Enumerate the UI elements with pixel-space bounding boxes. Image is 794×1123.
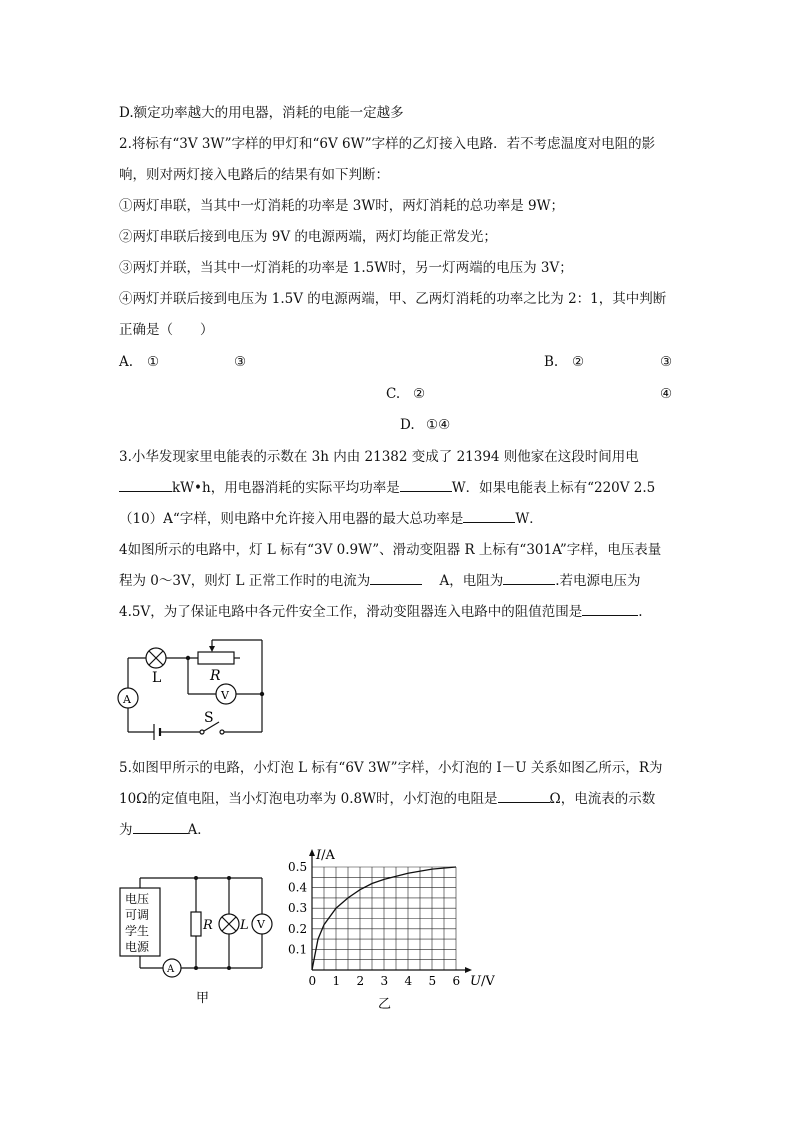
option-d-item: ①④ — [426, 417, 451, 433]
question-3-line-3: （10）A“字样，则电路中允许接入用电器的最大总功率是 W． — [119, 511, 543, 527]
switch-label: S — [204, 710, 214, 726]
question-2-statement-1: ①两灯串联，当其中一灯消耗的功率是 3W时，两灯消耗的总功率是 9W； — [119, 198, 565, 214]
y-tick-label: 0.5 — [288, 860, 308, 874]
question-2-statement-3: ③两灯并联，当其中一灯消耗的功率是 1.5W时，另一灯两端的电压为 3V； — [119, 260, 573, 276]
voltmeter-label: V — [257, 918, 265, 931]
figure-caption-jia: 甲 — [196, 991, 210, 1006]
x-tick-label: 0 — [308, 974, 317, 988]
question-5-line-2: 10Ω的定值电阻，当小灯泡电功率为 0.8W时，小灯泡的电阻是 Ω，电流表的示数 — [119, 791, 656, 807]
question-2-line-1: 2.将标有“3V 3W”字样的甲灯和“6V 6W”字样的乙灯接入电路．若不考虑温度对电阻的影 — [119, 136, 656, 152]
figure-caption-yi: 乙 — [378, 997, 392, 1012]
answer-blank[interactable] — [133, 821, 188, 834]
x-tick-label: 3 — [380, 974, 389, 988]
option-c-item-1: ② — [413, 386, 426, 402]
answer-blank[interactable] — [370, 572, 422, 585]
option-a-item-1: ① — [147, 354, 160, 370]
option-b-item-2: ③ — [660, 354, 673, 370]
option-c-item-2: ④ — [660, 386, 673, 402]
option-a-item-2: ③ — [234, 354, 247, 370]
answer-blank[interactable] — [119, 479, 172, 492]
answer-blank[interactable] — [400, 479, 452, 492]
x-tick-label: 2 — [356, 974, 365, 988]
iu-chart — [282, 840, 502, 1020]
y-tick-label: 0.3 — [288, 901, 308, 916]
y-tick-label: 0.2 — [288, 921, 308, 936]
source-label-4: 电源 — [125, 940, 150, 954]
question-2-statement-4: ④两灯并联后接到电压为 1.5V 的电源两端，甲、乙两灯消耗的功率之比为 2：1，其中判断 — [119, 291, 667, 307]
answer-blank[interactable] — [582, 603, 638, 616]
question-3-line-1: 3.小华发现家里电能表的示数在 3h 内由 21382 变成了 21394 则他家在这段时间用电 — [119, 449, 639, 465]
question-2-statement-2: ②两灯串联后接到电压为 9V 的电源两端，两灯均能正常发光； — [119, 229, 497, 245]
question-3-line-2: kW•h，用电器消耗的实际平均功率是 W．如果电能表上标有“220V 2.5 — [119, 479, 655, 497]
x-tick-label: 5 — [428, 974, 437, 988]
lamp-label: L — [240, 918, 249, 933]
source-label-3: 学生 — [125, 924, 150, 938]
question-5-line-1: 5.如图甲所示的电路，小灯泡 L 标有“6V 3W”字样，小灯泡的 I－U 关系如图乙所示，R为 — [119, 760, 663, 776]
source-label-2: 可调 — [125, 908, 150, 922]
question-4-line-1: 4如图所示的电路中，灯 L 标有“3V 0.9W”、滑动变阻器 R 上标有“301A”字样，电压表量 — [119, 542, 662, 558]
y-tick-label: 0.1 — [288, 942, 308, 957]
answer-blank[interactable] — [463, 510, 515, 523]
question-2-line-2: 响，则对两灯接入电路后的结果有如下判断： — [119, 167, 389, 183]
ammeter-label: A — [167, 964, 175, 975]
ammeter-label: A — [123, 693, 131, 706]
y-axis-label: I/A — [316, 848, 335, 863]
x-tick-label: 4 — [404, 974, 413, 988]
option-b-item-1: ② — [572, 354, 585, 370]
question-4-line-3: 4.5V，为了保证电路中各元件安全工作，滑动变阻器连入电路中的阻值范围是 . — [119, 604, 643, 620]
y-axis-arrow — [309, 849, 315, 856]
answer-blank[interactable] — [498, 790, 550, 803]
resistor-label: R — [210, 668, 221, 684]
x-tick-label: 1 — [332, 974, 341, 988]
lamp-label: L — [152, 670, 162, 686]
x-tick-label: 6 — [452, 974, 461, 988]
option-a-label: A. — [119, 354, 134, 370]
question-2-prompt: 正确是（ ） — [119, 322, 214, 338]
answer-blank[interactable] — [503, 572, 555, 585]
voltmeter-label: V — [221, 689, 229, 702]
circuit-diagram-jia — [114, 872, 274, 1012]
y-tick-label: 0.4 — [288, 880, 308, 895]
option-d-label: D. — [400, 417, 415, 433]
option-d-line: D.额定功率越大的用电器，消耗的电能一定越多 — [119, 105, 404, 121]
source-label-1: 电压 — [125, 892, 150, 906]
option-c-label: C. — [386, 386, 401, 402]
question-5-line-3: 为 A． — [119, 822, 211, 838]
resistor-label: R — [203, 918, 213, 933]
question-4-line-2: 程为 0～3V，则灯 L 正常工作时的电流为 A，电阻为 .若电源电压为 — [119, 573, 641, 589]
circuit-diagram-q4 — [114, 636, 274, 746]
x-axis-label: U/V — [470, 974, 495, 989]
option-b-label: B. — [544, 354, 559, 370]
x-axis-arrow — [465, 967, 472, 973]
